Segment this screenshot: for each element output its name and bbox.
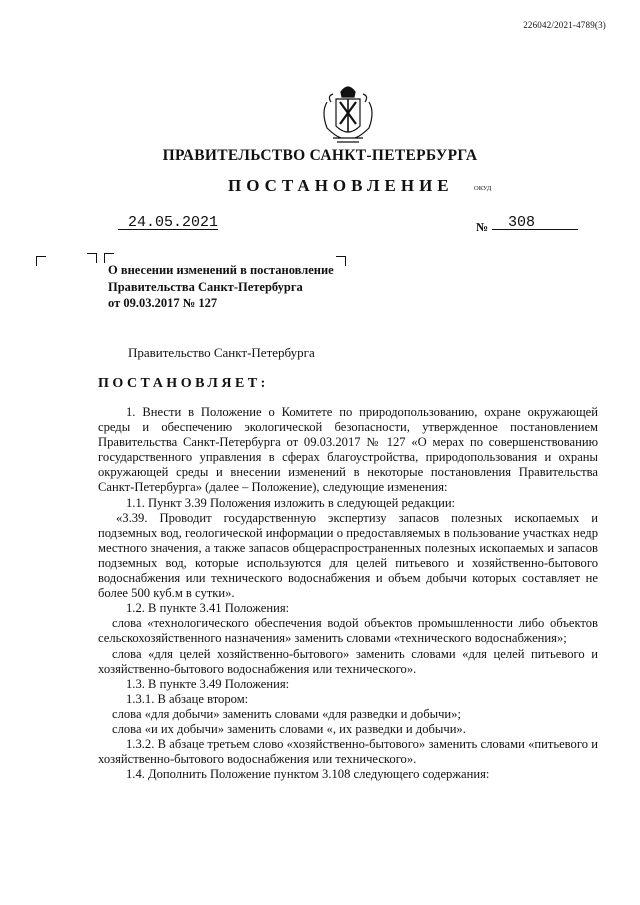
subject-corner-mark: [336, 256, 346, 266]
okud-label: ОКУД: [474, 185, 492, 192]
government-heading: ПРАВИТЕЛЬСТВО САНКТ-ПЕТЕРБУРГА: [162, 147, 478, 164]
paragraph: слова «технологического обеспечения водой объектов промышленности либо объектов сельскохозяйственного назначения» заменить словами «технического водоснабжения»;: [98, 616, 598, 646]
paragraph: «3.39. Проводит государственную экспертизу запасов полезных ископаемых и подземных вод, геологической информации о предоставляемых в пользование участках недр местного значения, а также запасов общераспространенных полезных ископаемых и запасов подземных вод, которые используются для целей питьевого и хозяйственно-бытового водоснабжения или технического водоснабжения и объем добычи которых составляет не более 500 куб.м в сутки».: [98, 510, 598, 601]
subject-line: Правительства Санкт-Петербурга: [108, 279, 303, 294]
paragraph: 1. Внести в Положение о Комитете по природопользованию, охране окружающей среды и обеспечению экологической безопасности, утвержденное постановлением Правительства Санкт-Петербурга от 09.03.2017 № 127 «О мерах по совершенствованию государственного управления в сферах благоустройства, природопользования и охраны окружающей среды и внесении изменений в некоторые постановления Правительства Санкт-Петербурга» (далее – Положение), следующие изменения:: [98, 405, 598, 495]
document-date: 24.05.2021: [118, 216, 218, 230]
coat-of-arms-icon: [319, 82, 377, 146]
paragraph: 1.3.2. В абзаце третьем слово «хозяйственно-бытового» заменить словами «питьевого и хозяйственно-бытового водоснабжения или технического».: [98, 737, 598, 767]
document-body: [98, 405, 598, 782]
paragraph: 1.4. Дополнить Положение пунктом 3.108 следующего содержания:: [126, 767, 490, 782]
paragraph: слова «и их добычи» заменить словами «, их разведки и добычи».: [112, 721, 466, 736]
document-number: 308: [492, 216, 578, 230]
document-id: 226042/2021-4789(3): [523, 20, 606, 30]
paragraph: 1.3. В пункте 3.49 Положения:: [126, 676, 290, 691]
number-sign: №: [476, 220, 489, 234]
subject-line: О внесении изменений в постановление: [108, 263, 334, 277]
resolves-heading: ПОСТАНОВЛЯЕТ:: [98, 376, 269, 391]
document-title: ПОСТАНОВЛЕНИЕ: [228, 176, 454, 195]
subject-block: [108, 262, 334, 312]
paragraph: слова «для целей хозяйственно-бытового» заменить словами «для целей питьевого и хозяйственно-бытового водоснабжения или технического».: [98, 646, 598, 676]
subject-line: от 09.03.2017 № 127: [108, 296, 218, 310]
paragraph: 1.3.1. В абзаце втором:: [126, 691, 249, 706]
margin-corner-mark: [87, 253, 97, 263]
paragraph: 1.1. Пункт 3.39 Положения изложить в следующей редакции:: [126, 495, 456, 510]
issuer-line: Правительство Санкт-Петербурга: [128, 345, 315, 360]
margin-corner-mark: [36, 256, 46, 266]
paragraph: слова «для добычи» заменить словами «для разведки и добычи»;: [112, 706, 461, 721]
paragraph: 1.2. В пункте 3.41 Положения:: [126, 601, 290, 616]
